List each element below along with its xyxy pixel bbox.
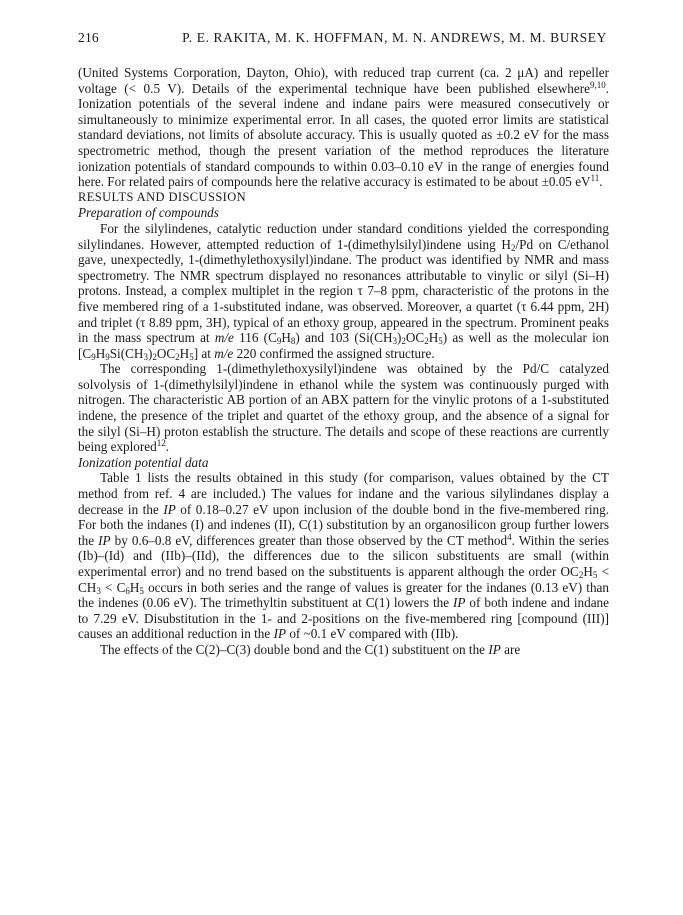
- paragraph-solvolysis: The corresponding 1-(dimethylethoxysilyl)indene was obtained by the Pd/C catalyzed solvolysis of 1-(dimethylsilyl)indene in ethanol while the system was continuously purged with nitrogen. The characteristic AB portion of an ABX pattern for the vinylic protons of a 1-substituted indene, the presence of the triplet and quartet of the ethoxy group, and the absence of a signal for the silyl (Si–H) proton establish the structure. The details and scope of these reactions are currently being explored$^{12}$.: [78, 361, 609, 455]
- paragraph-effects: The effects of the C(2)–C(3) double bond and the C(1) substituent on the IP are: [100, 641, 521, 657]
- section-heading: RESULTS AND DISCUSSION: [78, 189, 247, 204]
- running-head-authors: P. E. RAKITA, M. K. HOFFMAN, M. N. ANDREWS, M. M. BURSEY: [182, 30, 607, 45]
- paragraph-ionization: Table 1 lists the results obtained in this study (for comparison, values obtained by the CT method from ref. 4 are included.) The values for indane and the various silylindanes display a decrease in the IP of 0.18–0.27 eV upon inclusion of the double bond in the five-membered ring. For both the indanes (I) and indenes (II), C(1) substitution by an organosilicon group further lowers the IP by 0.6–0.8 eV, differences greater than those observed by the CT method$^4$. Within the series (Ib)–(Id) and (IIb)–(IId), the differences due to the silicon substituents are small (within experimental error) and no trend based on the substituents is apparent although the order $OC_2H_5 < CH_3 < C_6H_5$ occurs in both series and the range of values is greater for the indanes (0.13 eV) than the indenes (0.06 eV). The trimethyltin substituent at C(1) lowers the IP of both indene and indane to 7.29 eV. Disubstitution in the 1- and 2-positions on the five-membered ring [compound (III)] causes an additional reduction in the IP of ~0.1 eV compared with (IIb).: [78, 470, 610, 642]
- article-body: [78, 65, 609, 658]
- running-header: [78, 30, 607, 46]
- paragraph-methods: (United Systems Corporation, Dayton, Ohio), with reduced trap current (ca. 2 μA) and repeller voltage (< 0.5 V). Details of the experimental technique have been published elsewhere$^{9,10}$. Ionization potentials of the several indene and indane pairs were measured consecutively or simultaneously to minimize experimental error. In all cases, the quoted error limits are statistical standard deviations, not limits of absolute accuracy. This is usually quoted as ±0.2 eV for the mass spectrometric method, though the present variation of the method reproduces the literature ionization potentials of standard compounds to within 0.03–0.10 eV in the range of energies found here. For related pairs of compounds here the relative accuracy is estimated to be about ±0.05 $eV^{11}$.: [78, 65, 609, 190]
- page-number: 216: [78, 30, 99, 45]
- subheading-ionization: Ionization potential data: [78, 454, 209, 470]
- subheading-preparation: Preparation of compounds: [78, 205, 219, 221]
- paragraph-preparation: For the silylindenes, catalytic reduction under standard conditions yielded the corresponding silylindanes. However, attempted reduction of 1-(dimethylsilyl)indene using $H_2/Pd$ on C/ethanol gave, unexpectedly, 1-(dimethylethoxysilyl)indane. The product was identified by NMR and mass spectrometry. The NMR spectrum displayed no resonances attributable to vinylic or silyl (Si–H) protons. Instead, a complex multiplet in the region τ 7–8 ppm, characteristic of the protons in the five membered ring of a 1-substituted indane, was observed. Moreover, a quartet (τ 6.44 ppm, 2H) and triplet (τ 8.89 ppm, 3H), typical of an ethoxy group, appeared in the spectrum. Prominent peaks in the mass spectrum at m/e 116 $(C_9H_8)$ and 103 $(Si(CH_3)_2OC_2H_5)$ as well as the molecular ion $[C_9H_9Si(CH_3)_2OC_2H_5]$ at m/e 220 confirmed the assigned structure.: [78, 220, 609, 362]
